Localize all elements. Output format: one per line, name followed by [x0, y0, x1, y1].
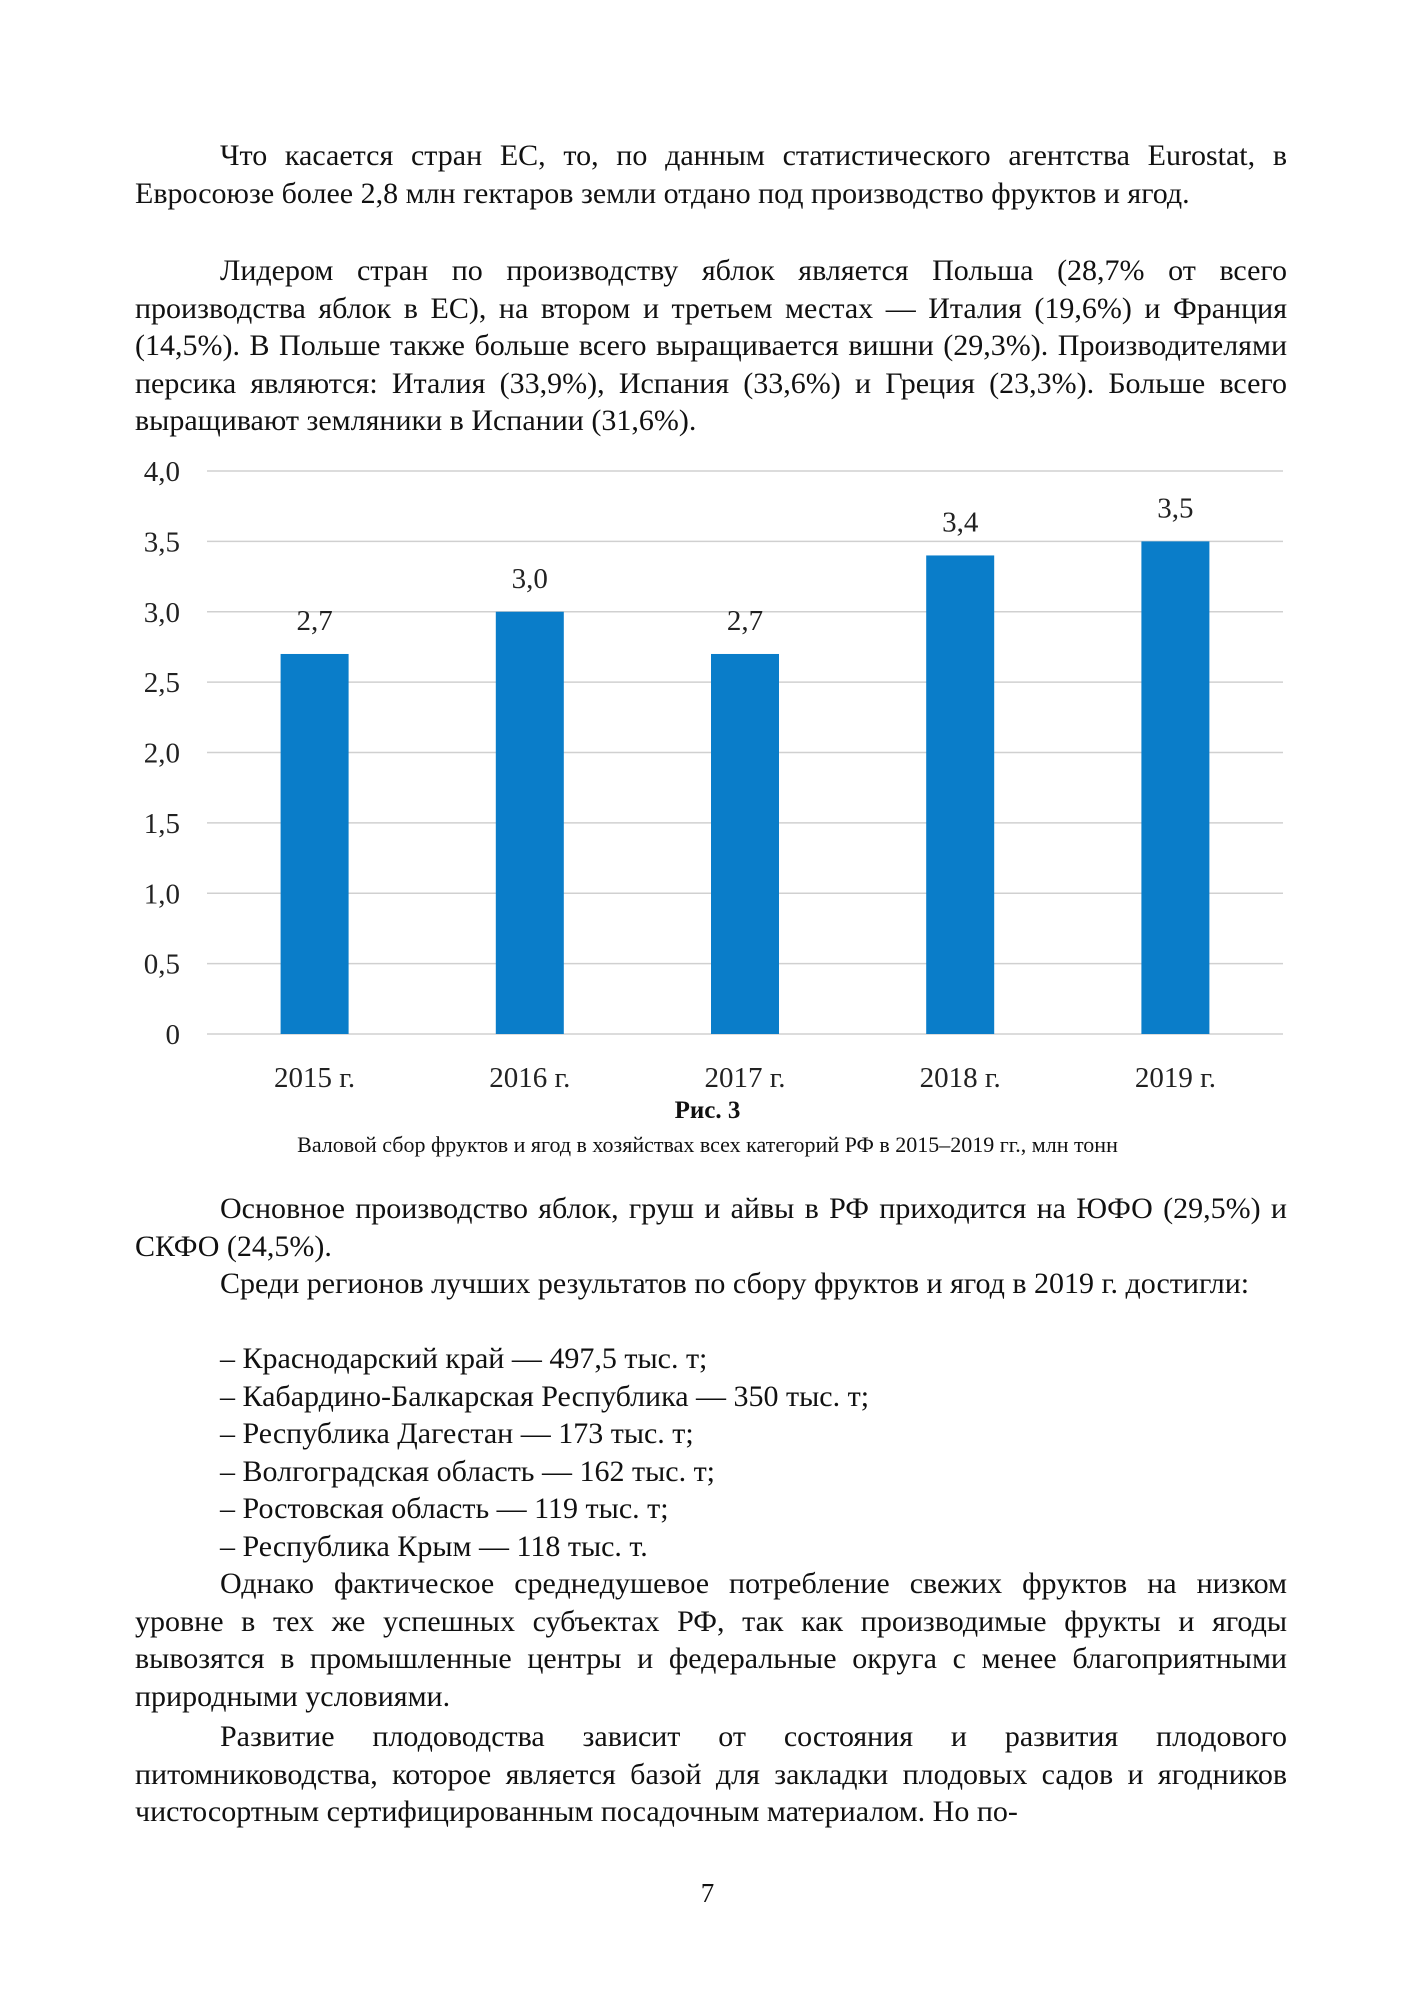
x-tick-label: 2019 г. [1134, 1062, 1216, 1090]
bar [1141, 541, 1209, 1034]
y-tick-label: 1,0 [143, 878, 180, 911]
y-tick-label: 0 [165, 1019, 180, 1051]
paragraph-nursery: Развитие плодоводства зависит от состояния и развития плодового питомниководства, которое является базой для закладки плодовых садов и ягодников чистосортным сертифицированным посадочным материалом. Но по- [135, 1720, 1287, 1828]
figure-caption: Валовой сбор фруктов и ягод в хозяйствах всех категорий РФ в 2015–2019 гг., млн тонн [297, 1132, 1118, 1157]
paragraph-rf-production: Основное производство яблок, груш и айвы в РФ приходится на ЮФО (29,5%) и СКФО (24,5%). [135, 1192, 1287, 1263]
data-label: 2,7 [726, 604, 764, 637]
data-label: 3,5 [1157, 492, 1194, 525]
y-tick-label: 4,0 [143, 456, 180, 488]
paragraph-consumption: Однако фактическое среднедушевое потребление свежих фруктов на низком уровне в тех же успешных субъектах РФ, так как производимые фрукты и ягоды вывозятся в промышленные центры и федеральные округа с менее благоприятными природными условиями. [135, 1567, 1287, 1713]
list-item: – Ростовская область — 119 тыс. т; [220, 1492, 669, 1525]
y-tick-label: 1,5 [143, 807, 180, 840]
page-number: 7 [700, 1878, 715, 1908]
y-tick-label: 0,5 [143, 948, 180, 981]
list-item: – Волгоградская область — 162 тыс. т; [220, 1454, 716, 1488]
paragraph-eu-intro: Что касается стран ЕС, то, по данным статистического агентства Eurostat, в Евросоюзе более 2,8 млн гектаров земли отдано под производство фруктов и ягод. [135, 139, 1287, 210]
list-item: – Республика Дагестан — 173 тыс. т; [220, 1417, 694, 1450]
paragraph-eu-leaders: Лидером стран по производству яблок является Польша (28,7% от всего производства яблок в ЕС), на втором и третьем местах — Италия (19,6%) и Франция (14,5%). В Польше также больше всего выращивается вишни (29,3%). Производителями персика являются: Италия (33,9%), Испания (33,6%) и Греция (23,3%). Больше всего выращивают земляники в Испании (31,6%). [135, 254, 1287, 437]
y-tick-label: 3,5 [143, 526, 180, 559]
list-item: – Краснодарский край — 497,5 тыс. т; [220, 1342, 708, 1375]
data-label: 2,7 [296, 604, 333, 637]
data-label: 3,0 [511, 562, 548, 595]
paragraph-regions-intro: Среди регионов лучших результатов по сбору фруктов и ягод в 2019 г. достигли: [220, 1267, 1250, 1300]
data-label: 3,4 [942, 506, 979, 539]
y-tick-label: 3,0 [143, 596, 180, 629]
bar [281, 654, 349, 1034]
y-tick-label: 2,5 [143, 667, 180, 700]
regions-list [220, 1340, 1280, 1565]
x-tick-label: 2016 г. [489, 1062, 571, 1090]
x-tick-label: 2017 г. [704, 1062, 786, 1090]
bar [496, 612, 564, 1034]
figure-label: Рис. 3 [674, 1097, 741, 1124]
x-tick-label: 2018 г. [919, 1062, 1001, 1090]
x-tick-label: 2015 г. [274, 1062, 356, 1090]
list-item: – Республика Крым — 118 тыс. т. [220, 1529, 648, 1563]
bar [711, 654, 779, 1034]
y-tick-label: 2,0 [143, 737, 180, 770]
bar [926, 555, 994, 1034]
list-item: – Кабардино-Балкарская Республика — 350 тыс. т; [220, 1379, 870, 1413]
